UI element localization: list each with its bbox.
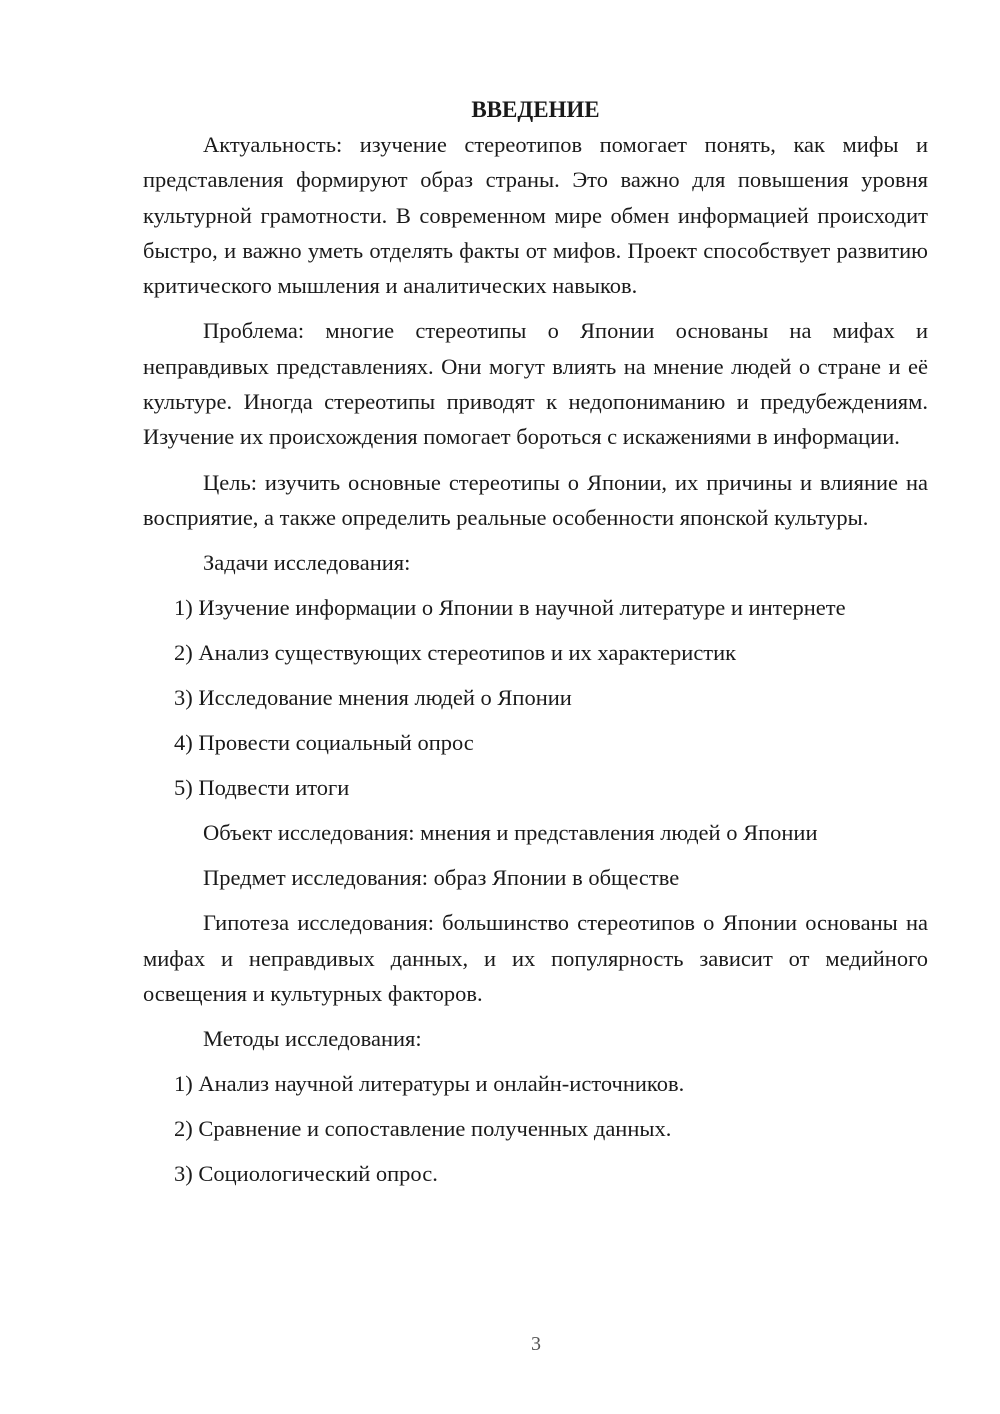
page-number: 3: [531, 1333, 541, 1355]
list-item: 5) Подвести итоги: [174, 775, 350, 801]
list-item: 2) Сравнение и сопоставление полученных данных.: [174, 1116, 672, 1142]
list-item: 3) Исследование мнения людей о Японии: [174, 685, 572, 711]
paragraph-relevance: Актуальность: изучение стереотипов помогает понять, как мифы и представления формируют образ страны. Это важно для повышения уровня культурной грамотности. В современном мире обмен информацией происходит быстро, и важно уметь отделять факты от мифов. Проект способствует развитию критического мышления и аналитических навыков.: [143, 132, 928, 299]
list-item: 2) Анализ существующих стереотипов и их характеристик: [174, 640, 737, 666]
methods-heading: Методы исследования:: [203, 1026, 422, 1052]
paragraph-problem: Проблема: многие стереотипы о Японии основаны на мифах и неправдивых представлениях. Они могут влиять на мнение людей о стране и её культуре. Иногда стереотипы приводят к недопониманию и предубеждениям. Изучение их происхождения помогает бороться с искажениями в информации.: [143, 318, 928, 450]
paragraph-hypothesis: Гипотеза исследования: большинство стереотипов о Японии основаны на мифах и неправдивых данных, и их популярность зависит от медийного освещения и культурных факторов.: [143, 910, 928, 1006]
paragraph-goal: Цель: изучить основные стереотипы о Японии, их причины и влияние на восприятие, а также определить реальные особенности японской культуры.: [143, 469, 928, 530]
tasks-list: [143, 590, 928, 805]
research-object: Объект исследования: мнения и представления людей о Японии: [203, 820, 818, 846]
research-subject: Предмет исследования: образ Японии в обществе: [203, 865, 680, 891]
list-item: 3) Социологический опрос.: [174, 1161, 438, 1187]
list-item: 1) Изучение информации о Японии в научной литературе и интернете: [174, 595, 846, 621]
list-item: 1) Анализ научной литературы и онлайн-источников.: [174, 1071, 685, 1097]
section-title: ВВЕДЕНИЕ: [471, 97, 600, 122]
methods-list: [143, 1066, 928, 1191]
list-item: 4) Провести социальный опрос: [174, 730, 474, 756]
tasks-heading: Задачи исследования:: [203, 550, 411, 576]
document-page: [143, 92, 928, 1191]
